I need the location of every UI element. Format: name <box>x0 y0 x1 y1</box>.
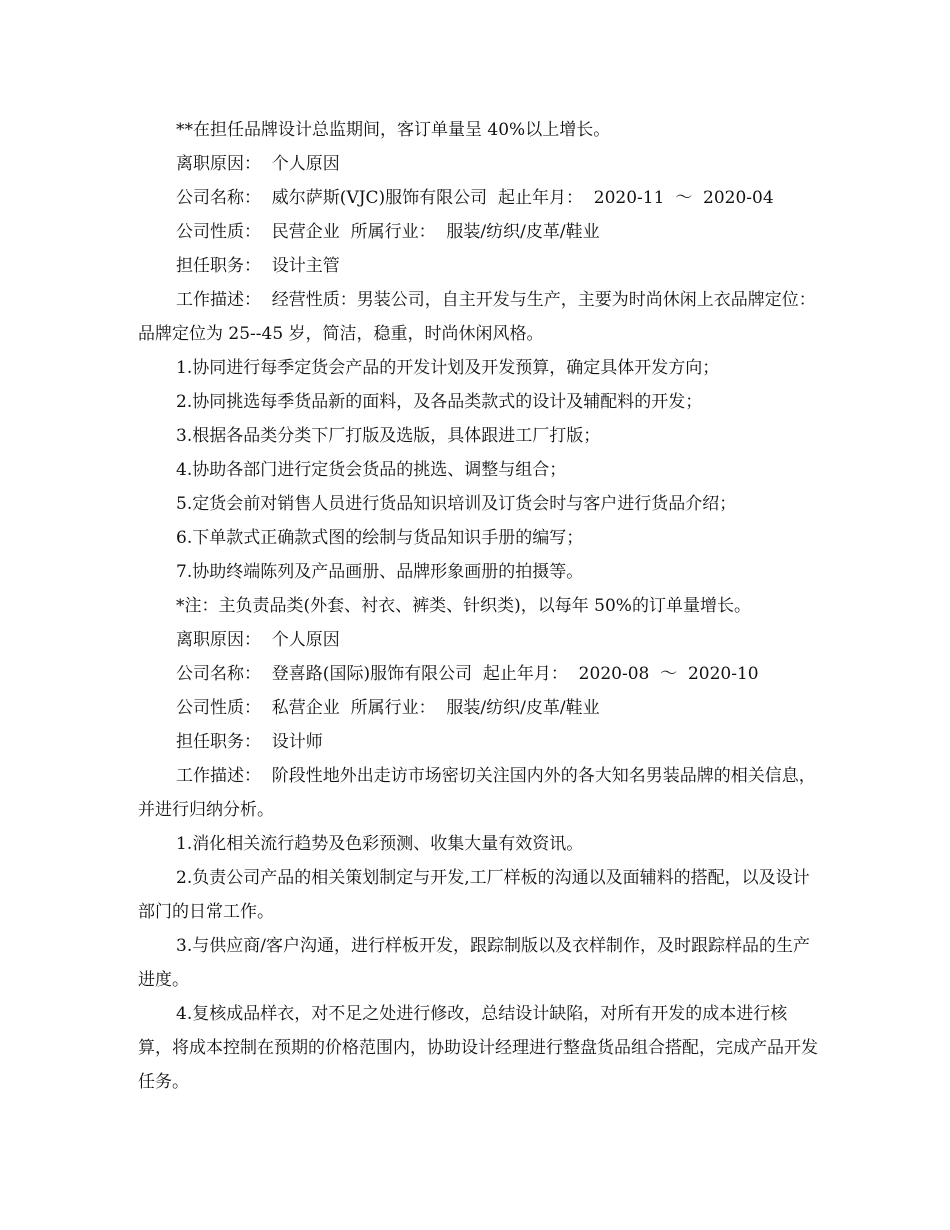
paragraph-job-description: 工作描述： 阶段性地外出走访市场密切关注国内外的各大知名男装品牌的相关信息，并进行归纳分析。 <box>138 766 816 820</box>
list-item: 7.协助终端陈列及产品画册、品牌形象画册的拍摄等。 <box>176 562 584 582</box>
list-item: 3.与供应商/客户沟通，进行样板开发，跟踪制版以及衣样制作，及时跟踪样品的生产进度。 <box>138 936 810 990</box>
paragraph-leave-reason: 离职原因： 个人原因 <box>176 630 340 650</box>
list-item: 5.定货会前对销售人员进行货品知识培训及订货会时与客户进行货品介绍； <box>176 494 737 514</box>
paragraph-company-name: 公司名称： 威尔萨斯(VJC)服饰有限公司 起止年月： 2020-11 ～ 2020-04 <box>176 188 774 208</box>
paragraph-position: 担任职务： 设计师 <box>176 732 323 752</box>
paragraph-company-name: 公司名称： 登喜路(国际)服饰有限公司 起止年月： 2020-08 ～ 2020-10 <box>176 664 759 684</box>
paragraph-company-type: 公司性质： 民营企业 所属行业： 服装/纺织/皮革/鞋业 <box>176 222 600 242</box>
list-item: 3.根据各品类分类下厂打版及选版，具体跟进工厂打版； <box>176 426 601 446</box>
list-item: 1.消化相关流行趋势及色彩预测、收集大量有效资讯。 <box>176 834 584 854</box>
list-item: 2.协同挑选每季货品新的面料，及各品类款式的设计及辅配料的开发； <box>176 392 703 412</box>
paragraph-position: 担任职务： 设计主管 <box>176 256 340 276</box>
list-item: 2.负责公司产品的相关策划制定与开发,工厂样板的沟通以及面辅料的搭配，以及设计部门的日常工作。 <box>138 868 810 922</box>
list-item: 6.下单款式正确款式图的绘制与货品知识手册的编写； <box>176 528 584 548</box>
document-body <box>138 113 818 1099</box>
paragraph-job-description: 工作描述： 经营性质：男装公司，自主开发与生产，主要为时尚休闲上衣品牌定位：品牌定位为 25--45 岁，简洁，稳重，时尚休闲风格。 <box>138 290 816 344</box>
list-item: 1.协同进行每季定货会产品的开发计划及开发预算，确定具体开发方向； <box>176 358 720 378</box>
list-item: 4.协助各部门进行定货会货品的挑选、调整与组合； <box>176 460 567 480</box>
paragraph-company-type: 公司性质： 私营企业 所属行业： 服装/纺织/皮革/鞋业 <box>176 698 600 718</box>
paragraph-leave-reason: 离职原因： 个人原因 <box>176 154 340 174</box>
list-item: 4.复核成品样衣，对不足之处进行修改，总结设计缺陷，对所有开发的成本进行核算，将成本控制在预期的价格范围内，协助设计经理进行整盘货品组合搭配，完成产品开发任务。 <box>138 1004 818 1092</box>
paragraph-note: *注：主负责品类(外套、衬衣、裤类、针织类)，以每年 50%的订单量增长。 <box>176 596 751 616</box>
paragraph-achievement-note: **在担任品牌设计总监期间，客订单量呈 40%以上增长。 <box>176 120 611 140</box>
